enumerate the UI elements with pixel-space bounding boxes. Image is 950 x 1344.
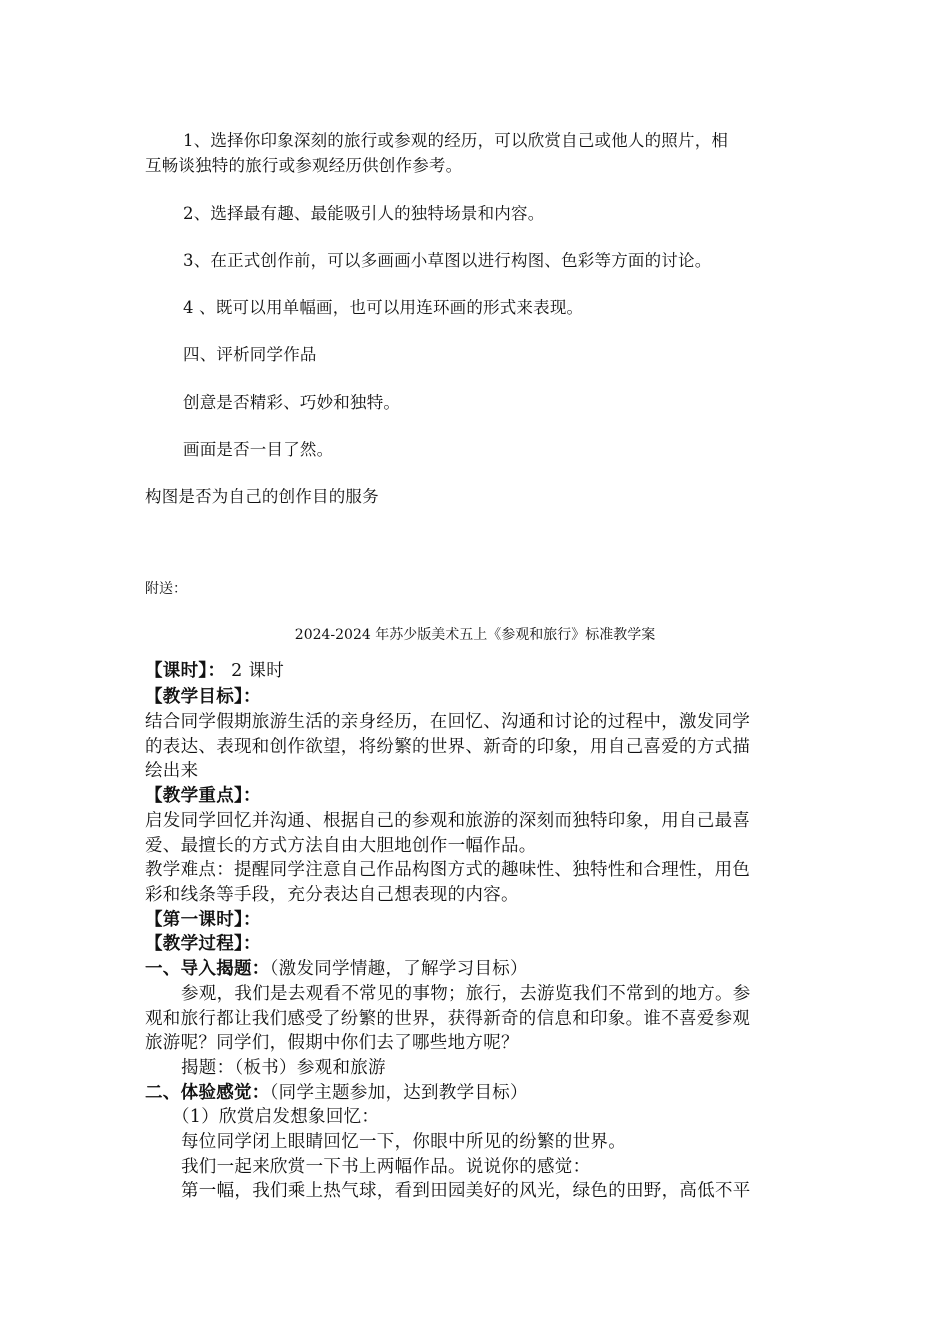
paragraph-line: 我们一起来欣赏一下书上两幅作品。说说你的感觉： [181, 1157, 591, 1177]
paragraph-line: 互畅谈独特的旅行或参观经历供创作参考。 [145, 156, 463, 175]
paragraph-line: 结合同学假期旅游生活的亲身经历，在回忆、沟通和讨论的过程中，激发同学 [145, 712, 751, 732]
section-2-heading [145, 1079, 810, 1104]
paragraph-line: 绘出来 [145, 761, 199, 781]
paragraph-line: 构图是否为自己的创作目的服务 [145, 487, 379, 506]
lesson-hours [145, 657, 810, 682]
first-lesson-label: 【第一课时】： [145, 910, 261, 930]
paragraph-line: 4 、既可以用单幅画，也可以用连环画的形式来表现。 [183, 298, 584, 317]
paragraph-line: 旅游呢？同学们，假期中你们去了哪些地方呢？ [145, 1033, 519, 1053]
paragraph-line: （1）欣赏启发想象回忆： [172, 1107, 380, 1127]
paragraph-line: 爱、最擅长的方式方法自由大胆地创作一幅作品。 [145, 836, 537, 856]
key-points-label: 【教学重点】： [145, 786, 261, 806]
paragraph-line: 1、选择你印象深刻的旅行或参观的经历，可以欣赏自己或他人的照片，相 [183, 131, 729, 150]
paragraph-line: 的表达、表现和创作欲望，将纷繁的世界、新奇的印象，用自己喜爱的方式描 [145, 737, 751, 757]
section-1-note: （激发同学情趣，了解学习目标） [269, 959, 528, 979]
document-title: 2024-2024 年苏少版美术五上《参观和旅行》标准教学案 [294, 627, 656, 643]
lesson-hours-value: 2 课时 [225, 661, 285, 681]
section-heading: 四、评析同学作品 [183, 345, 317, 364]
paragraph-line: 第一幅，我们乘上热气球，看到田园美好的风光，绿色的田野，高低不平 [181, 1181, 751, 1201]
paragraph-line: 创意是否精彩、巧妙和独特。 [183, 393, 401, 412]
paragraph-line: 每位同学闭上眼睛回忆一下，你眼中所见的纷繁的世界。 [181, 1132, 626, 1152]
section-1-label: 一、导入揭题： [145, 959, 270, 979]
lesson-hours-label: 【课时】： [145, 661, 226, 681]
goals-label: 【教学目标】： [145, 687, 261, 707]
appendix-label: 附送： [145, 581, 187, 597]
process-label: 【教学过程】： [145, 934, 261, 954]
paragraph-line: 彩和线条等手段，充分表达自己想表现的内容。 [145, 885, 519, 905]
paragraph-line: 启发同学回忆并沟通、根据自己的参观和旅游的深刻而独特印象，用自己最喜 [145, 811, 751, 831]
paragraph-line: 3、在正式创作前，可以多画画小草图以进行构图、色彩等方面的讨论。 [183, 251, 712, 270]
paragraph-line: 观和旅行都让我们感受了纷繁的世界，获得新奇的信息和印象。谁不喜爱参观 [145, 1009, 751, 1029]
paragraph-line: 2、选择最有趣、最能吸引人的独特场景和内容。 [183, 204, 545, 223]
paragraph-line: 参观，我们是去观看不常见的事物；旅行，去游览我们不常到的地方。参 [181, 984, 751, 1004]
paragraph-line: 画面是否一目了然。 [183, 440, 334, 459]
paragraph-line: 揭题：（板书）参观和旅游 [181, 1058, 386, 1078]
section-2-label: 二、体验感觉： [145, 1083, 270, 1103]
section-1-heading [145, 955, 810, 980]
paragraph-line: 教学难点：提醒同学注意自己作品构图方式的趣味性、独特性和合理性，用色 [145, 860, 751, 880]
section-2-note: （同学主题参加，达到教学目标） [269, 1083, 528, 1103]
